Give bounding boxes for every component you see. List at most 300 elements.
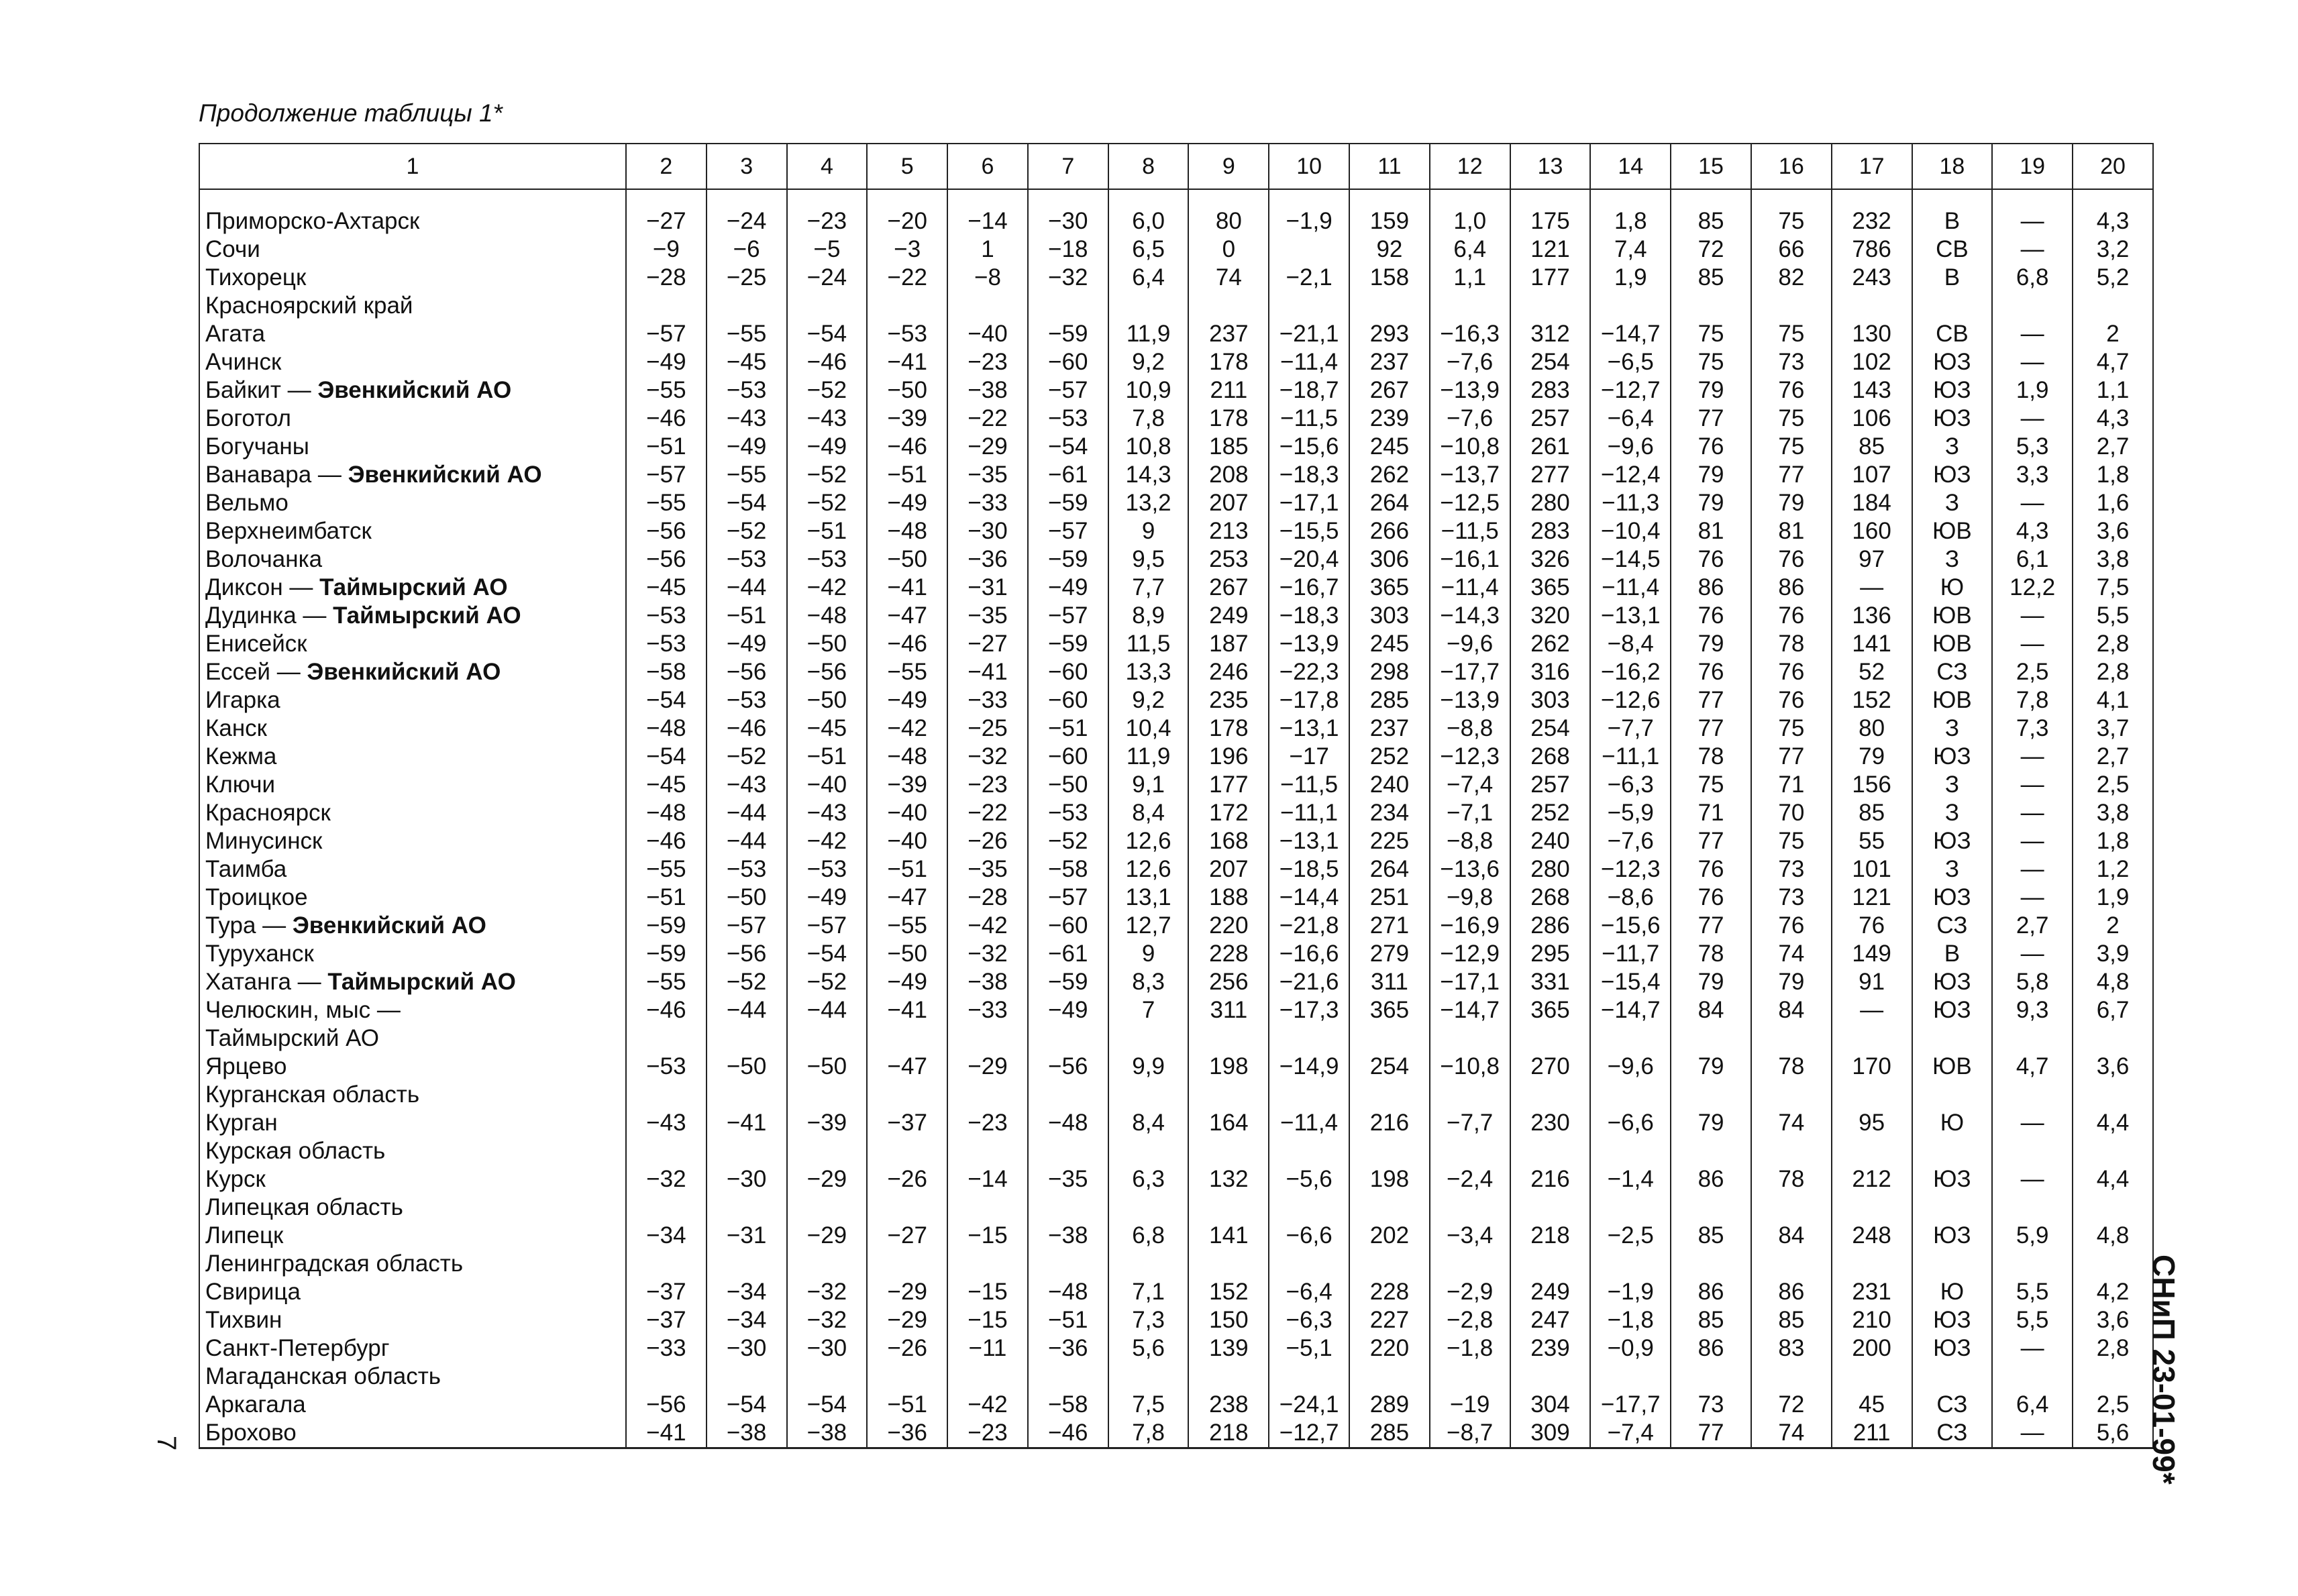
table-cell: 72: [1751, 1391, 1832, 1419]
table-cell: 78: [1671, 940, 1751, 968]
table-cell: −24: [707, 207, 787, 235]
table-cell: 230: [1510, 1109, 1591, 1137]
region-row: [199, 1137, 2153, 1165]
table-cell: 295: [1510, 940, 1591, 968]
table-cell: 178: [1188, 348, 1269, 376]
location-name: [199, 405, 626, 433]
table-cell: —: [1992, 855, 2073, 884]
table-cell: −12,7: [1590, 376, 1671, 405]
table-cell: −8: [947, 264, 1028, 292]
table-cell: —: [1992, 1419, 2073, 1448]
table-cell: −13,9: [1430, 376, 1510, 405]
column-header: 13: [1510, 144, 1591, 189]
table-cell: 257: [1510, 771, 1591, 799]
table-cell: 86: [1751, 1278, 1832, 1306]
table-cell: −36: [867, 1419, 947, 1448]
table-cell: ЮЗ: [1912, 405, 1993, 433]
table-cell: −23: [947, 771, 1028, 799]
table-cell: −41: [707, 1109, 787, 1137]
location-label: Ванавара —: [205, 462, 348, 488]
table-cell: 83: [1751, 1334, 1832, 1363]
table-cell: СЗ: [1912, 912, 1993, 940]
table-cell: −40: [947, 320, 1028, 348]
table-cell: 365: [1510, 574, 1591, 602]
table-cell: −15,6: [1269, 433, 1349, 461]
table-row: [199, 574, 2153, 602]
table-cell: −20,4: [1269, 545, 1349, 574]
table-cell: −48: [1028, 1109, 1108, 1137]
table-cell: 304: [1510, 1391, 1591, 1419]
table-cell: −26: [947, 827, 1028, 855]
table-cell: −14,7: [1590, 320, 1671, 348]
table-cell: −11: [947, 1334, 1028, 1363]
location-label: Волочанка: [205, 546, 323, 572]
table-cell: 152: [1188, 1278, 1269, 1306]
table-cell: −50: [1028, 771, 1108, 799]
table-cell: −49: [787, 433, 868, 461]
table-cell: 80: [1188, 207, 1269, 235]
table-cell: —: [1992, 884, 2073, 912]
table-row: [199, 1109, 2153, 1137]
table-cell: 231: [1832, 1278, 1912, 1306]
table-cell: −3,4: [1430, 1222, 1510, 1250]
table-cell: −53: [626, 630, 707, 658]
table-row: [199, 602, 2153, 630]
table-cell: 85: [1671, 264, 1751, 292]
table-cell: −51: [707, 602, 787, 630]
table-cell: 289: [1349, 1391, 1430, 1419]
table-cell: З: [1912, 545, 1993, 574]
table-cell: −35: [947, 855, 1028, 884]
table-cell: −46: [626, 827, 707, 855]
table-cell: 5,3: [1992, 433, 2073, 461]
table-cell: 85: [1832, 433, 1912, 461]
column-header: 6: [947, 144, 1028, 189]
table-cell: 78: [1751, 1053, 1832, 1081]
table-cell: 303: [1510, 686, 1591, 714]
table-cell: 228: [1349, 1278, 1430, 1306]
table-cell: −1,8: [1430, 1334, 1510, 1363]
table-cell: 3,8: [2073, 799, 2153, 827]
table-cell: −41: [867, 996, 947, 1024]
table-cell: 365: [1510, 996, 1591, 1024]
table-cell: −28: [626, 264, 707, 292]
table-cell: 78: [1671, 743, 1751, 771]
table-cell: −61: [1028, 461, 1108, 489]
table-cell: −37: [626, 1278, 707, 1306]
table-cell: −51: [1028, 1306, 1108, 1334]
table-cell: −11,5: [1269, 405, 1349, 433]
table-cell: 5,6: [2073, 1419, 2153, 1448]
table-cell: 73: [1751, 348, 1832, 376]
table-cell: 365: [1349, 574, 1430, 602]
table-cell: −38: [787, 1419, 868, 1448]
district-label: Таймырский АО: [319, 574, 508, 600]
table-cell: 75: [1751, 320, 1832, 348]
table-cell: −11,1: [1269, 799, 1349, 827]
table-row: [199, 630, 2153, 658]
table-cell: −27: [867, 1222, 947, 1250]
table-cell: 232: [1832, 207, 1912, 235]
table-cell: −51: [867, 1391, 947, 1419]
table-row: [199, 405, 2153, 433]
location-label: Сочи: [205, 236, 260, 262]
table-row: [199, 968, 2153, 996]
table-row: [199, 517, 2153, 545]
table-cell: 4,3: [2073, 405, 2153, 433]
table-cell: —: [1992, 743, 2073, 771]
table-cell: −54: [707, 489, 787, 517]
table-cell: −48: [867, 517, 947, 545]
table-cell: —: [1992, 1109, 2073, 1137]
table-cell: −30: [947, 517, 1028, 545]
table-cell: 150: [1188, 1306, 1269, 1334]
table-cell: 141: [1832, 630, 1912, 658]
table-cell: З: [1912, 799, 1993, 827]
table-cell: СВ: [1912, 320, 1993, 348]
table-cell: −12,6: [1590, 686, 1671, 714]
table-cell: −43: [787, 799, 868, 827]
table-cell: 243: [1832, 264, 1912, 292]
location-label: Приморско-Ахтарск: [205, 208, 420, 234]
table-cell: 213: [1188, 517, 1269, 545]
table-row: [199, 461, 2153, 489]
table-cell: −53: [867, 320, 947, 348]
table-cell: −21,6: [1269, 968, 1349, 996]
location-label: Канск: [205, 715, 267, 741]
table-cell: 76: [1671, 884, 1751, 912]
location-label: Ключи: [205, 772, 276, 798]
table-cell: −21,1: [1269, 320, 1349, 348]
table-cell: 5,9: [1992, 1222, 2073, 1250]
table-cell: −6,4: [1269, 1278, 1349, 1306]
table-cell: −0,9: [1590, 1334, 1671, 1363]
table-cell: Ю: [1912, 574, 1993, 602]
table-cell: −7,4: [1590, 1419, 1671, 1448]
table-cell: 246: [1188, 658, 1269, 686]
table-cell: −2,1: [1269, 264, 1349, 292]
table-cell: −52: [707, 517, 787, 545]
table-cell: 84: [1671, 996, 1751, 1024]
table-cell: −50: [867, 940, 947, 968]
table-cell: 238: [1188, 1391, 1269, 1419]
table-cell: 198: [1349, 1165, 1430, 1193]
table-cell: −11,1: [1590, 743, 1671, 771]
location-name: [199, 545, 626, 574]
table-cell: —: [1992, 771, 2073, 799]
table-cell: −14,4: [1269, 884, 1349, 912]
table-cell: −34: [626, 1222, 707, 1250]
table-cell: −12,3: [1430, 743, 1510, 771]
table-cell: −54: [787, 940, 868, 968]
table-cell: 73: [1671, 1391, 1751, 1419]
table-cell: 4,7: [2073, 348, 2153, 376]
table-cell: 239: [1349, 405, 1430, 433]
table-cell: −6,3: [1590, 771, 1671, 799]
table-cell: −12,4: [1590, 461, 1671, 489]
district-label: Эвенкийский АО: [317, 377, 512, 403]
table-row: [199, 743, 2153, 771]
table-cell: 106: [1832, 405, 1912, 433]
table-cell: 79: [1671, 1109, 1751, 1137]
table-cell: −6,3: [1269, 1306, 1349, 1334]
table-cell: −46: [867, 630, 947, 658]
table-cell: —: [1992, 235, 2073, 264]
table-cell: −46: [626, 405, 707, 433]
table-cell: 3,9: [2073, 940, 2153, 968]
table-cell: 280: [1510, 489, 1591, 517]
table-cell: З: [1912, 855, 1993, 884]
table-cell: 4,7: [1992, 1053, 2073, 1081]
table-cell: 306: [1349, 545, 1430, 574]
table-cell: −16,3: [1430, 320, 1510, 348]
table-cell: −55: [867, 912, 947, 940]
table-cell: −49: [867, 489, 947, 517]
table-cell: —: [1992, 1334, 2073, 1363]
table-cell: −29: [947, 1053, 1028, 1081]
table-cell: −34: [707, 1306, 787, 1334]
table-cell: 7,5: [2073, 574, 2153, 602]
location-name: [199, 264, 626, 292]
table-cell: −52: [787, 461, 868, 489]
table-cell: −39: [787, 1109, 868, 1137]
table-cell: −5,9: [1590, 799, 1671, 827]
table-cell: −38: [1028, 1222, 1108, 1250]
table-cell: −15: [947, 1306, 1028, 1334]
location-label: Свирица: [205, 1279, 301, 1305]
table-cell: 4,8: [2073, 1222, 2153, 1250]
table-cell: 55: [1832, 827, 1912, 855]
table-cell: −55: [626, 376, 707, 405]
table-cell: −6,5: [1590, 348, 1671, 376]
table-cell: 101: [1832, 855, 1912, 884]
table-cell: −25: [947, 714, 1028, 743]
table-cell: −53: [787, 855, 868, 884]
table-cell: 5,5: [2073, 602, 2153, 630]
table-cell: 9: [1108, 517, 1189, 545]
table-cell: −17,7: [1430, 658, 1510, 686]
table-cell: −22: [867, 264, 947, 292]
table-cell: −57: [626, 320, 707, 348]
table-row: [199, 658, 2153, 686]
table-row: [199, 996, 2153, 1024]
location-label: Тура —: [205, 912, 293, 939]
table-cell: 6,3: [1108, 1165, 1189, 1193]
location-name: [199, 968, 626, 996]
table-cell: 12,6: [1108, 827, 1189, 855]
table-cell: −22: [947, 799, 1028, 827]
table-cell: 76: [1751, 658, 1832, 686]
table-cell: −23: [787, 207, 868, 235]
table-cell: −14,9: [1269, 1053, 1349, 1081]
table-body: [199, 189, 2153, 1448]
table-cell: 268: [1510, 884, 1591, 912]
table-cell: 77: [1751, 461, 1832, 489]
table-cell: 256: [1188, 968, 1269, 996]
table-cell: 207: [1188, 489, 1269, 517]
table-cell: 85: [1832, 799, 1912, 827]
table-cell: 74: [1188, 264, 1269, 292]
location-label: Диксон —: [205, 574, 320, 600]
table-cell: 121: [1510, 235, 1591, 264]
table-cell: 2,8: [2073, 630, 2153, 658]
table-cell: −53: [707, 545, 787, 574]
table-cell: 240: [1510, 827, 1591, 855]
table-cell: 139: [1188, 1334, 1269, 1363]
table-cell: 76: [1751, 376, 1832, 405]
table-cell: 4,8: [2073, 968, 2153, 996]
table-cell: −50: [787, 630, 868, 658]
location-name: [199, 1391, 626, 1419]
table-cell: −1,8: [1590, 1306, 1671, 1334]
table-cell: 237: [1349, 714, 1430, 743]
table-cell: −39: [867, 405, 947, 433]
table-cell: 6,4: [1430, 235, 1510, 264]
table-cell: 11,9: [1108, 320, 1189, 348]
location-name: [199, 348, 626, 376]
table-cell: −23: [947, 1419, 1028, 1448]
table-cell: 78: [1751, 1165, 1832, 1193]
table-cell: −35: [947, 602, 1028, 630]
table-cell: 75: [1671, 348, 1751, 376]
location-name: [199, 433, 626, 461]
table-cell: −6,6: [1590, 1109, 1671, 1137]
table-cell: −51: [787, 517, 868, 545]
table-row: [199, 714, 2153, 743]
table-cell: 75: [1751, 714, 1832, 743]
table-cell: −2,4: [1430, 1165, 1510, 1193]
table-cell: 13,2: [1108, 489, 1189, 517]
table-cell: −57: [626, 461, 707, 489]
table-cell: 3,6: [2073, 1053, 2153, 1081]
district-label: Эвенкийский АО: [348, 462, 542, 488]
table-cell: 8,4: [1108, 799, 1189, 827]
table-cell: 7,5: [1108, 1391, 1189, 1419]
table-cell: −61: [1028, 940, 1108, 968]
table-cell: −42: [947, 1391, 1028, 1419]
table-cell: −9,6: [1430, 630, 1510, 658]
table-cell: −29: [787, 1222, 868, 1250]
table-cell: Ю: [1912, 1278, 1993, 1306]
table-cell: 84: [1751, 1222, 1832, 1250]
table-row: [199, 771, 2153, 799]
table-cell: 3,2: [2073, 235, 2153, 264]
table-cell: 264: [1349, 489, 1430, 517]
table-cell: 79: [1671, 461, 1751, 489]
location-label: Верхнеимбатск: [205, 518, 372, 544]
table-cell: 285: [1349, 1419, 1430, 1448]
table-cell: −41: [947, 658, 1028, 686]
table-cell: −59: [1028, 968, 1108, 996]
table-cell: −42: [867, 714, 947, 743]
location-label: Енисейск: [205, 631, 307, 657]
table-cell: −9: [626, 235, 707, 264]
table-cell: −28: [947, 884, 1028, 912]
table-cell: 132: [1188, 1165, 1269, 1193]
table-cell: 76: [1671, 545, 1751, 574]
table-cell: 2: [2073, 912, 2153, 940]
table-cell: −51: [1028, 714, 1108, 743]
table-cell: −46: [626, 996, 707, 1024]
table-cell: −48: [867, 743, 947, 771]
table-cell: 86: [1671, 1334, 1751, 1363]
table-cell: 279: [1349, 940, 1430, 968]
table-cell: —: [1992, 827, 2073, 855]
location-name: [199, 1222, 626, 1250]
table-cell: −8,8: [1430, 827, 1510, 855]
table-cell: −17,1: [1269, 489, 1349, 517]
table-cell: −55: [867, 658, 947, 686]
table-cell: −29: [867, 1306, 947, 1334]
table-cell: 143: [1832, 376, 1912, 405]
column-header: 12: [1430, 144, 1510, 189]
table-cell: 268: [1510, 743, 1591, 771]
location-label: Туруханск: [205, 941, 314, 967]
table-cell: 261: [1510, 433, 1591, 461]
table-cell: −8,8: [1430, 714, 1510, 743]
table-cell: 266: [1349, 517, 1430, 545]
region-name: Таймырский АО: [199, 1024, 626, 1053]
table-cell: 277: [1510, 461, 1591, 489]
table-cell: 216: [1349, 1109, 1430, 1137]
table-cell: −15,5: [1269, 517, 1349, 545]
table-cell: −29: [787, 1165, 868, 1193]
table-row: [199, 686, 2153, 714]
table-cell: −59: [1028, 630, 1108, 658]
table-cell: —: [1832, 996, 1912, 1024]
table-cell: −7,4: [1430, 771, 1510, 799]
table-cell: 2,7: [2073, 433, 2153, 461]
table-cell: 253: [1188, 545, 1269, 574]
table-cell: −37: [626, 1306, 707, 1334]
table-cell: −44: [707, 996, 787, 1024]
table-cell: 1,6: [2073, 489, 2153, 517]
table-cell: 6,8: [1108, 1222, 1189, 1250]
region-name: Липецкая область: [199, 1193, 626, 1222]
location-name: [199, 940, 626, 968]
table-cell: ЮЗ: [1912, 376, 1993, 405]
table-cell: −2,9: [1430, 1278, 1510, 1306]
table-row: [199, 827, 2153, 855]
table-cell: −9,8: [1430, 884, 1510, 912]
table-cell: 1,0: [1430, 207, 1510, 235]
table-cell: —: [1992, 405, 2073, 433]
table-cell: −45: [787, 714, 868, 743]
table-cell: 3,7: [2073, 714, 2153, 743]
table-cell: СВ: [1912, 235, 1993, 264]
table-cell: 1,1: [1430, 264, 1510, 292]
table-cell: −55: [626, 489, 707, 517]
table-row: [199, 433, 2153, 461]
table-cell: −53: [707, 686, 787, 714]
column-header: 7: [1028, 144, 1108, 189]
table-cell: −53: [626, 602, 707, 630]
table-cell: 245: [1349, 630, 1430, 658]
table-cell: −60: [1028, 348, 1108, 376]
location-name: [199, 461, 626, 489]
location-name: [199, 489, 626, 517]
table-cell: −13,9: [1269, 630, 1349, 658]
table-cell: −50: [787, 686, 868, 714]
table-cell: ЮЗ: [1912, 348, 1993, 376]
column-header: 19: [1992, 144, 2073, 189]
table-cell: 5,5: [1992, 1306, 2073, 1334]
table-cell: 1,2: [2073, 855, 2153, 884]
table-cell: 184: [1832, 489, 1912, 517]
table-cell: 12,2: [1992, 574, 2073, 602]
table-cell: −10,8: [1430, 1053, 1510, 1081]
table-cell: −59: [1028, 320, 1108, 348]
